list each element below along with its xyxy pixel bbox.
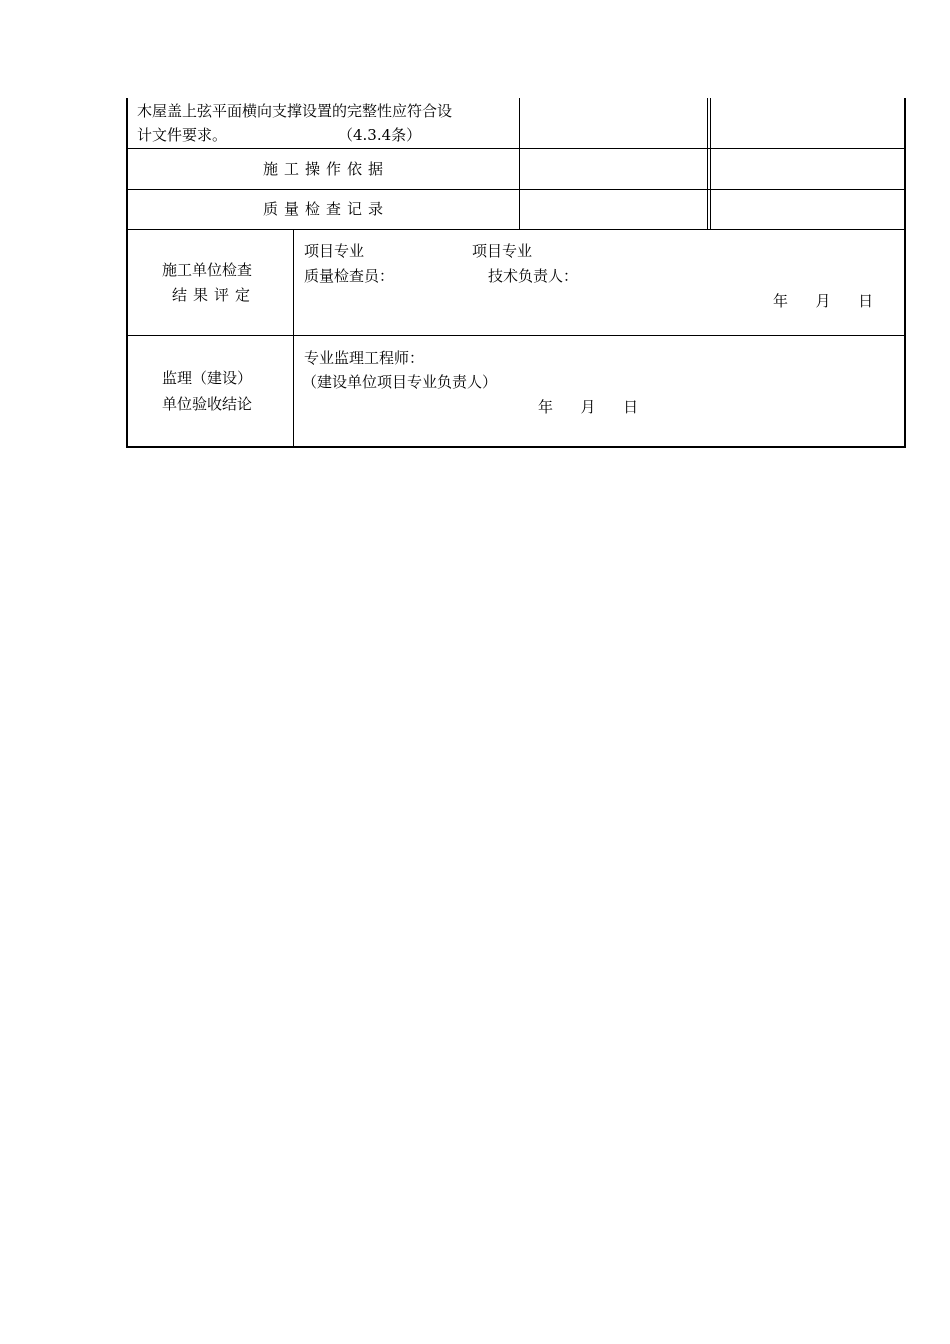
supervision-date: 年 月 日 [538,398,645,416]
inspector-prefix: 项目专业 [304,242,365,260]
row-divider [128,189,904,190]
item-text-line2: 计文件要求。 [137,126,228,144]
record-label: 质量检查记录 [263,200,390,218]
construction-eval-label-line1: 施工单位检查 [162,261,253,279]
construction-eval-label-line2: 结果评定 [172,286,257,304]
basis-label: 施工操作依据 [263,160,390,178]
inspection-form-table [126,98,906,448]
tech-label: 技术负责人： [488,267,579,285]
tech-prefix: 项目专业 [472,242,533,260]
engineer-label: 专业监理工程师： [304,349,425,367]
column-divider [519,98,520,229]
item-text-line1: 木屋盖上弦平面横向支撑设置的完整性应符合设 [137,102,453,120]
supervision-label-line1: 监理（建设） [162,369,253,387]
row-divider [128,148,904,149]
owner-label: （建设单位项目专业负责人） [302,373,498,391]
row-divider [128,335,904,336]
supervision-label-line2: 单位验收结论 [162,395,253,413]
column-divider [710,98,711,229]
column-divider [707,98,708,229]
row-divider [128,229,904,230]
column-divider [293,229,294,448]
construction-eval-date: 年 月 日 [773,292,880,310]
inspector-label: 质量检查员： [304,267,395,285]
item-clause: （4.3.4条） [338,126,422,144]
